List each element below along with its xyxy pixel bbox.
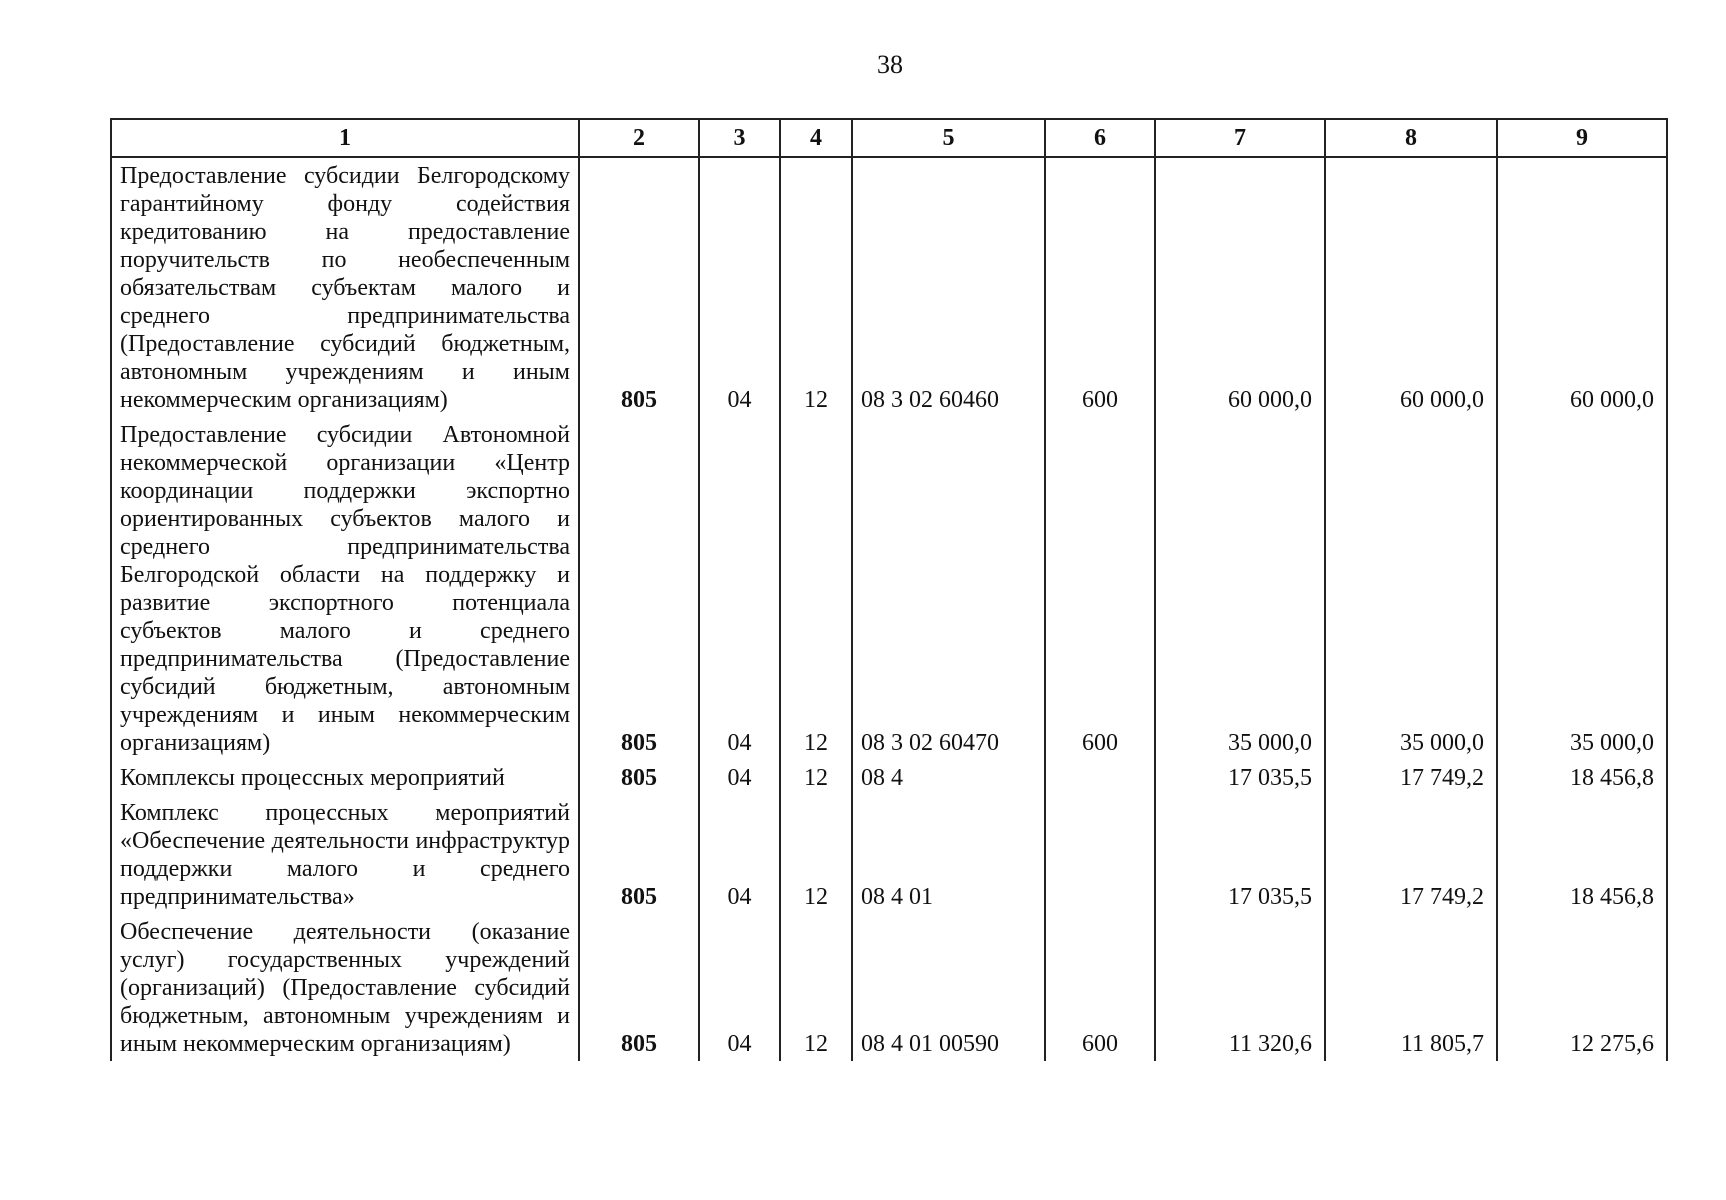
header-row: [111, 119, 1667, 157]
amount-year-3: 60 000,0: [1497, 157, 1667, 417]
amount-year-3: 18 456,8: [1497, 760, 1667, 795]
amount-year-1: 17 035,5: [1155, 760, 1325, 795]
table-row: [111, 914, 1667, 1061]
expense-type-code: 600: [1045, 914, 1155, 1061]
amount-year-2: 11 805,7: [1325, 914, 1497, 1061]
section-code: 04: [699, 795, 780, 914]
ministry-code: 805: [579, 914, 699, 1061]
column-header: 2: [579, 119, 699, 157]
subsection-code: 12: [780, 914, 852, 1061]
column-header: 5: [852, 119, 1045, 157]
target-code: 08 4: [852, 760, 1045, 795]
amount-year-2: 35 000,0: [1325, 417, 1497, 760]
target-code: 08 4 01: [852, 795, 1045, 914]
target-code: 08 3 02 60470: [852, 417, 1045, 760]
section-code: 04: [699, 760, 780, 795]
table-row: [111, 417, 1667, 760]
column-header: 7: [1155, 119, 1325, 157]
expense-type-code: 600: [1045, 417, 1155, 760]
subsection-code: 12: [780, 157, 852, 417]
ministry-code: 805: [579, 417, 699, 760]
column-header: 6: [1045, 119, 1155, 157]
table-row: [111, 760, 1667, 795]
column-header: 3: [699, 119, 780, 157]
section-code: 04: [699, 417, 780, 760]
expense-type-code: [1045, 760, 1155, 795]
section-code: 04: [699, 914, 780, 1061]
expense-type-code: [1045, 795, 1155, 914]
amount-year-1: 35 000,0: [1155, 417, 1325, 760]
row-name: Комплекс процессных мероприятий «Обеспечение деятельности инфраструктур поддержки малого и среднего предпринимательства»: [111, 795, 579, 914]
table-row: [111, 795, 1667, 914]
section-code: 04: [699, 157, 780, 417]
amount-year-3: 18 456,8: [1497, 795, 1667, 914]
amount-year-1: 11 320,6: [1155, 914, 1325, 1061]
column-header: 4: [780, 119, 852, 157]
row-name: Предоставление субсидии Автономной некоммерческой организации «Центр координации поддержки экспортно ориентированных субъектов малого и среднего предпринимательства Белгородской области на поддержку и развитие экспортного потенциала субъектов малого и среднего предпринимательства (Предоставление субсидий бюджетным, автономным учреждениям и иным некоммерческим организациям): [111, 417, 579, 760]
expense-type-code: 600: [1045, 157, 1155, 417]
ministry-code: 805: [579, 157, 699, 417]
subsection-code: 12: [780, 760, 852, 795]
row-name: Предоставление субсидии Белгородскому гарантийному фонду содействия кредитованию на предоставление поручительств по необеспеченным обязательствам субъектам малого и среднего предпринимательства (Предоставление субсидий бюджетным, автономным учреждениям и иным некоммерческим организациям): [111, 157, 579, 417]
page-number: 38: [877, 50, 903, 79]
ministry-code: 805: [579, 760, 699, 795]
column-header: 1: [111, 119, 579, 157]
target-code: 08 4 01 00590: [852, 914, 1045, 1061]
amount-year-1: 17 035,5: [1155, 795, 1325, 914]
amount-year-2: 60 000,0: [1325, 157, 1497, 417]
amount-year-3: 12 275,6: [1497, 914, 1667, 1061]
column-header: 9: [1497, 119, 1667, 157]
budget-table: [110, 118, 1668, 1061]
column-header: 8: [1325, 119, 1497, 157]
amount-year-2: 17 749,2: [1325, 795, 1497, 914]
row-name: Обеспечение деятельности (оказание услуг) государственных учреждений (организаций) (Предоставление субсидий бюджетным, автономным учреждениям и иным некоммерческим организациям): [111, 914, 579, 1061]
table-row: [111, 157, 1667, 417]
ministry-code: 805: [579, 795, 699, 914]
amount-year-1: 60 000,0: [1155, 157, 1325, 417]
amount-year-3: 35 000,0: [1497, 417, 1667, 760]
amount-year-2: 17 749,2: [1325, 760, 1497, 795]
row-name: Комплексы процессных мероприятий: [111, 760, 579, 795]
target-code: 08 3 02 60460: [852, 157, 1045, 417]
subsection-code: 12: [780, 417, 852, 760]
subsection-code: 12: [780, 795, 852, 914]
